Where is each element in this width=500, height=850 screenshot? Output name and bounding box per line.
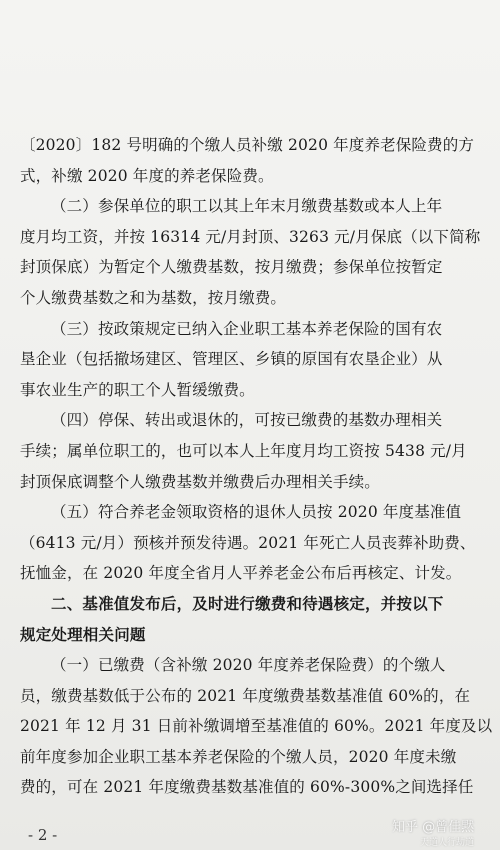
document-body [20,130,493,803]
text-line: 封顶保底）为暂定个人缴费基数，按月缴费；参保单位按暂定 [20,258,443,277]
text-line: 手续；属单位职工的，也可以本人上年度月均工资按 5438 元/月 [20,441,467,460]
watermark-subtext: 天道人行劫道 [420,838,475,848]
page-number: - 2 - [28,826,58,844]
text-line: 度月均工资，并按 16314 元/月封顶、3263 元/月保底（以下简称 [20,227,481,246]
text-line: 费的，可在 2021 年度缴费基数基准值的 60%-300%之间选择任 [20,778,474,797]
text-line: 个人缴费基数之和为基数，按月缴费。 [20,288,287,307]
text-line: 2021 年 12 月 31 日前补缴调增至基准值的 60%。2021 年度及以 [20,717,493,736]
text-line: 员，缴费基数低于公布的 2021 年度缴费基数基准值 60%的，在 [20,686,471,705]
text-line: 〔2020〕182 号明确的个缴人员补缴 2020 年度养老保险费的方 [20,136,475,154]
text-line: （三）按政策规定已纳入企业职工基本养老保险的国有农 [51,319,443,338]
text-line: 事农业生产的职工个人暂缓缴费。 [20,380,255,399]
text-line: （四）停保、转出或退休的，可按已缴费的基数办理相关 [51,411,443,430]
text-line: 抚恤金，在 2020 年度全省月人平养老金公布后再核定、计发。 [20,564,462,583]
text-line: （二）参保单位的职工以其上年末月缴费基数或本人上年 [51,197,443,216]
text-line: 规定处理相关问题 [20,625,146,644]
text-line: 式，补缴 2020 年度的养老保险费。 [20,166,274,185]
text-line: 封顶保底调整个人缴费基数并缴费后办理相关手续。 [20,472,380,491]
text-line: （一）已缴费（含补缴 2020 年度养老保险费）的个缴人 [51,656,446,675]
text-line: 二、基准值发布后，及时进行缴费和待遇核定，并按以下 [51,594,444,613]
text-line: 垦企业（包括撤场建区、管理区、乡镇的原国有农垦企业）从 [20,350,443,369]
text-line: （五）符合养老金领取资格的退休人员按 2020 年度基准值 [51,503,462,522]
text-line: 前年度参加企业职工基本养老保险的个缴人员，2020 年度未缴 [20,747,457,766]
text-line: （6413 元/月）预核并预发待遇。2021 年死亡人员丧葬补助费、 [20,533,476,552]
watermark: 知乎 @曾佳黙 [392,820,475,835]
